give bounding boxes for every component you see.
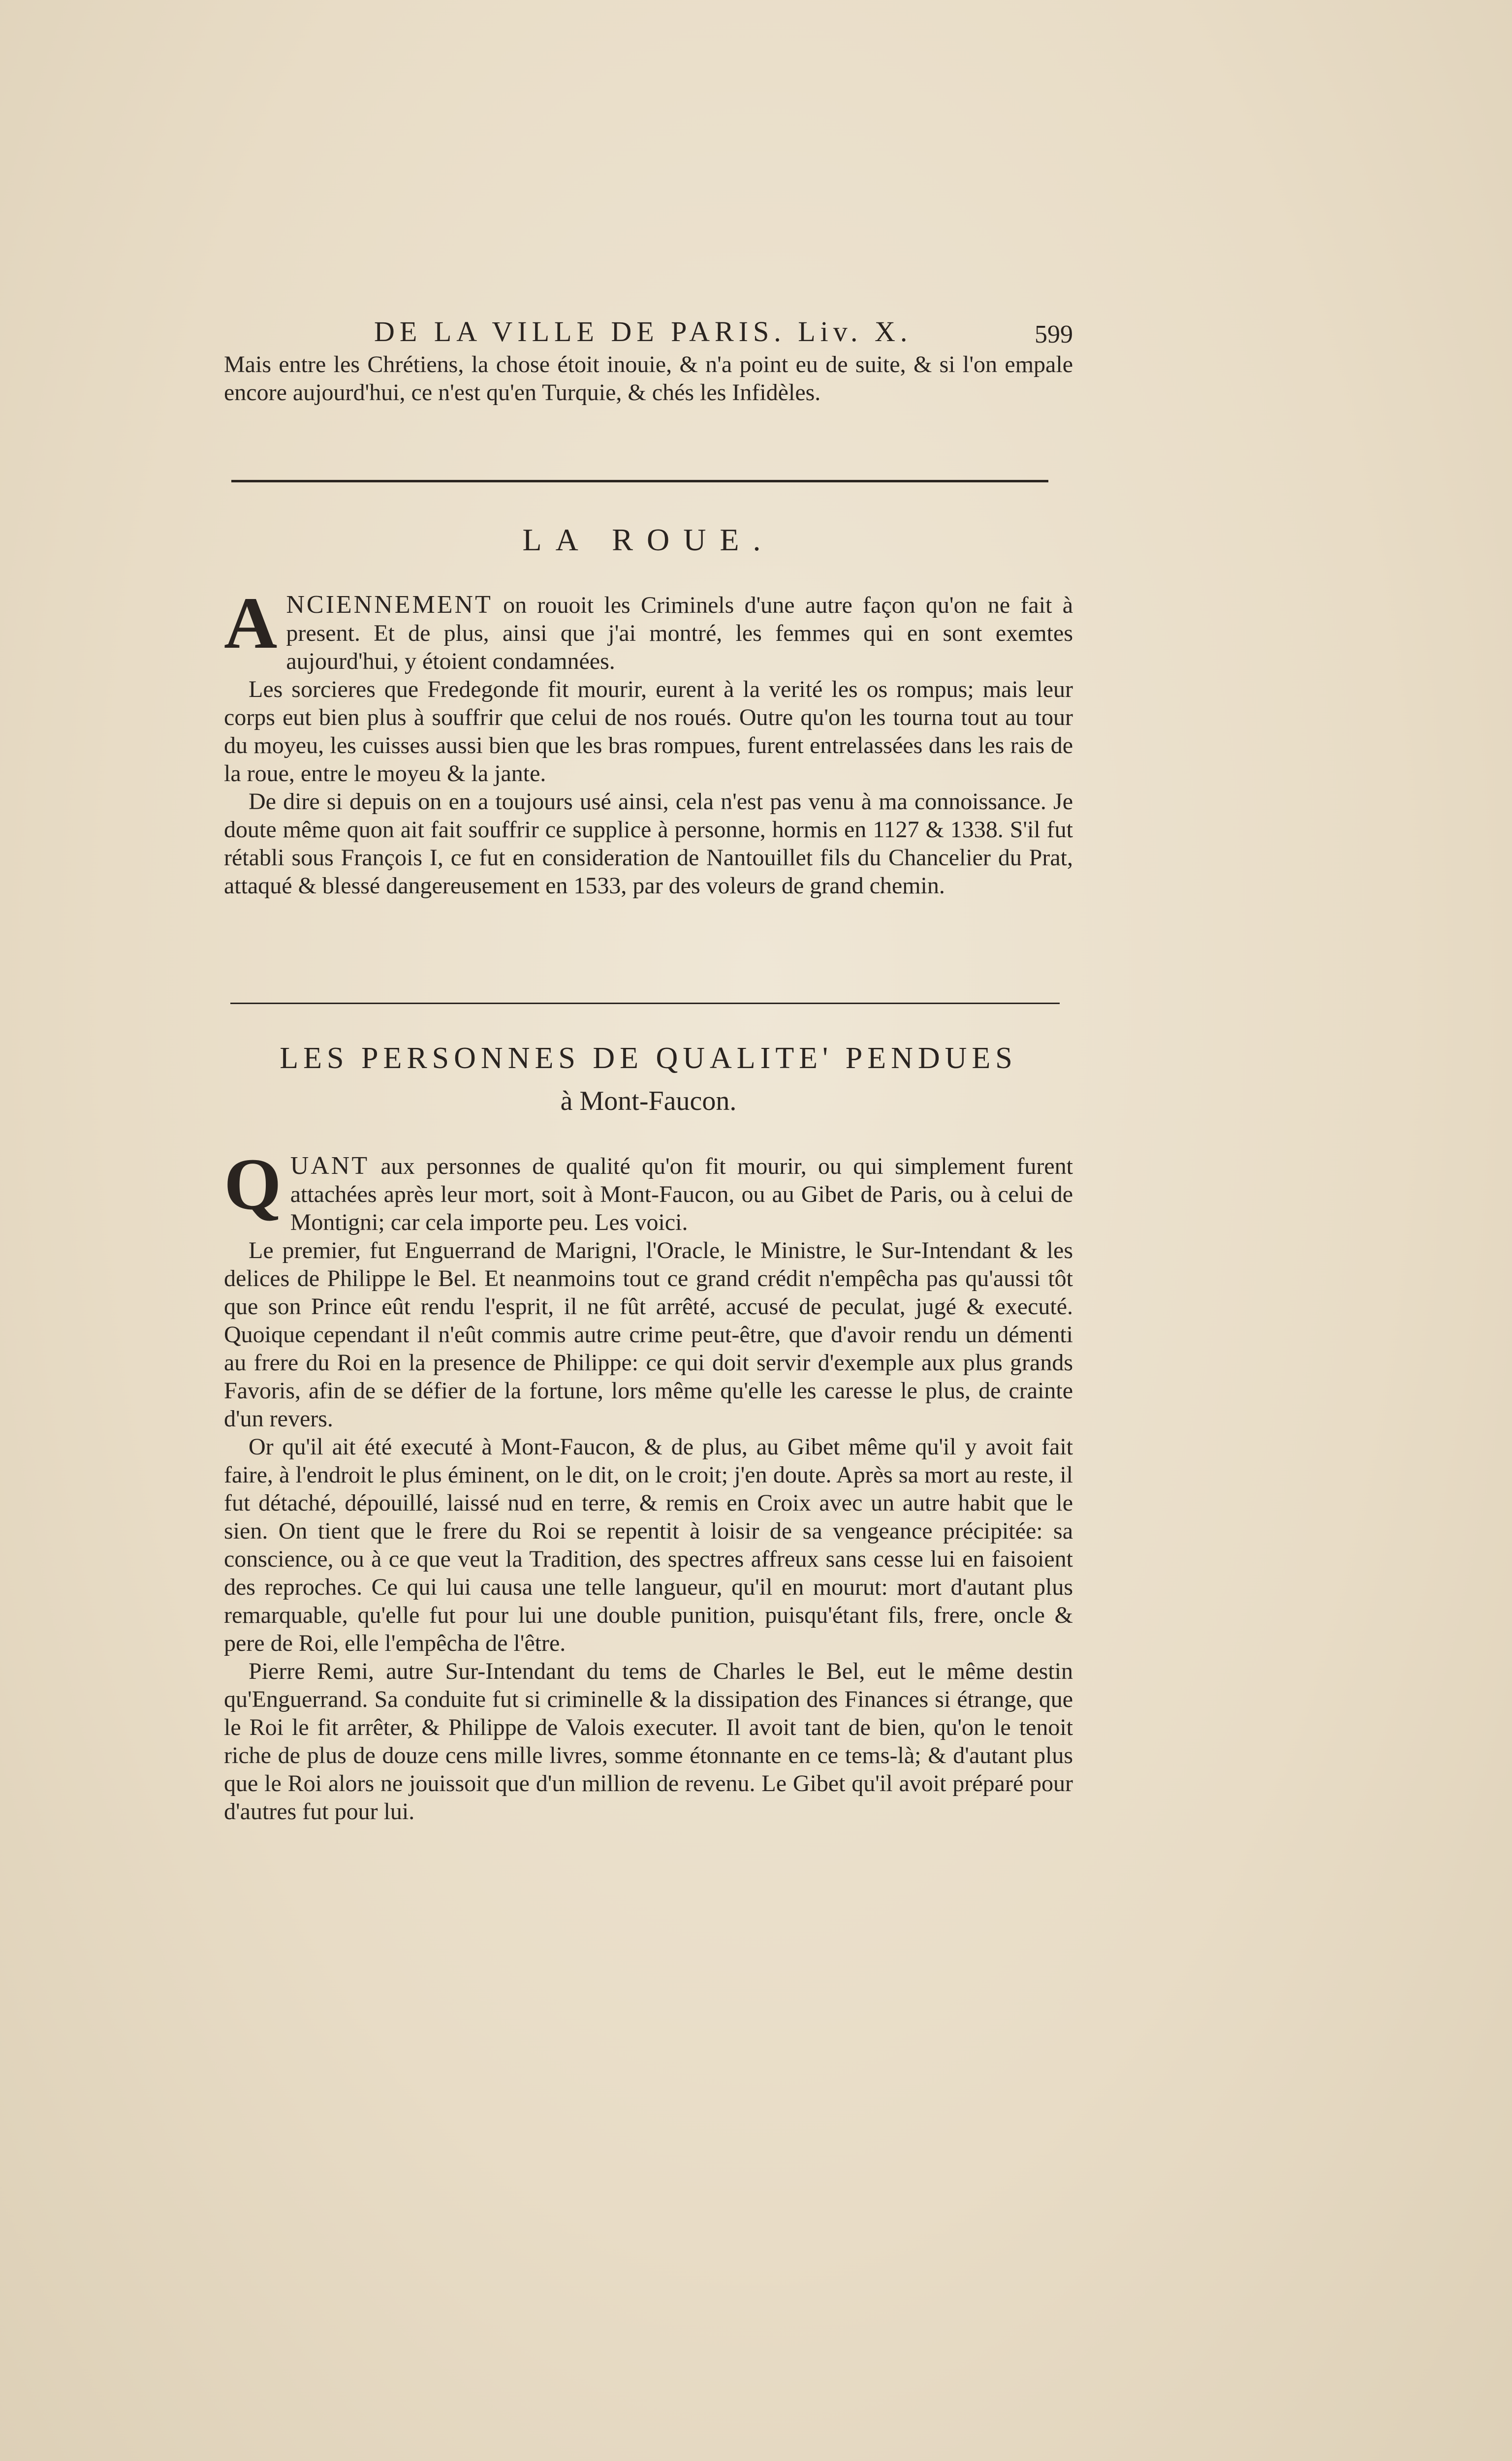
section-title-personnes: LES PERSONNES DE QUALITE' PENDUES	[280, 1041, 1017, 1075]
divider-rule	[231, 480, 1048, 482]
page-header	[224, 315, 1073, 349]
section-personnes	[224, 1143, 1073, 1826]
page-number: 599	[1035, 320, 1073, 348]
section-title-la-roue: LA ROUE.	[522, 522, 775, 557]
paragraph: Les sorcieres que Fredegonde fit mourir, eurent à la verité les os rompus; mais leur corps eut bien plus à souffrir que celui de nos roués. Outre qu'on les tourna tout au tour du moyeu, les cuisses aussi bien que les bras rompues, furent entrelassées dans les rais de la roue, entre le moyeu & la jante.	[224, 676, 1073, 787]
lead-caps: NCIENNEMENT	[286, 591, 493, 619]
drop-cap: Q	[224, 1143, 282, 1225]
intro-paragraph-block	[224, 350, 1073, 407]
paragraph-text: aux personnes de qualité qu'on fit mourir, ou qui simplement furent attachées après leur mort, soit à Mont-Faucon, ou au Gibet de Paris, ou à celui de Montigni; car cela importe peu. Les voici.	[290, 1153, 1073, 1235]
paragraph: Or qu'il ait été executé à Mont-Faucon, & de plus, au Gibet même qu'il y avoit fait faire, à l'endroit le plus éminent, on le dit, on le croit; j'en doute. Après sa mort au reste, il fut détaché, dépouillé, laissé nud en terre, & remis en Croix avec un autre habit que le sien. On tient que le frere du Roi se repentit à loisir de sa vengeance précipitée: sa conscience, ou à ce que veut la Tradition, des spectres affreux sans cesse lui en faisoient des reproches. Ce qui lui causa une telle langueur, qu'il en mourut: mort d'autant plus remarquable, qu'elle fut pour lui une double punition, puisqu'étant fils, frere, oncle & pere de Roi, elle l'empêcha de l'être.	[224, 1434, 1073, 1656]
paragraph	[224, 582, 1073, 675]
intro-paragraph: Mais entre les Chrétiens, la chose étoit inouie, & n'a point eu de suite, & si l'on empale encore aujourd'hui, ce n'est qu'en Turquie, & chés les Infidèles.	[224, 351, 1073, 406]
paragraph: Le premier, fut Enguerrand de Marigni, l'Oracle, le Ministre, le Sur-Intendant & les delices de Philippe le Bel. Et neanmoins tout ce grand crédit n'empêcha pas qu'aussi tôt que son Prince eût rendu l'esprit, il ne fût arrêté, accusé de peculat, jugé & executé. Quoique cependant il n'eût commis autre crime peut-être, que d'avoir rendu un démenti au frere du Roi en la presence de Philippe: ce qui doit servir d'exemple aux plus grands Favoris, afin de se défier de la fortune, lors même qu'elle les caresse le plus, de crainte d'un revers.	[224, 1237, 1073, 1432]
lead-caps: UANT	[290, 1152, 370, 1180]
section-la-roue	[224, 582, 1073, 900]
paragraph	[224, 1143, 1073, 1236]
drop-cap: A	[224, 582, 278, 664]
paragraph: Pierre Remi, autre Sur-Intendant du tems de Charles le Bel, eut le même destin qu'Enguerrand. Sa conduite fut si criminelle & la dissipation des Finances si étrange, que le Roi le fit arrêter, & Philippe de Valois executer. Il avoit tant de bien, qu'on le tenoit riche de plus de douze cens mille livres, somme étonnante en ce tems-là; & d'autant plus que le Roi alors ne jouissoit que d'un million de revenu. Le Gibet qu'il avoit préparé pour d'autres fut pour lui.	[224, 1658, 1073, 1825]
divider-rule	[230, 1003, 1060, 1004]
running-title: DE LA VILLE DE PARIS. Liv. X.	[374, 316, 913, 347]
paragraph: De dire si depuis on en a toujours usé ainsi, cela n'est pas venu à ma connoissance. Je doute même quon ait fait souffrir ce supplice à personne, hormis en 1127 & 1338. S'il fut rétabli sous François I, ce fut en consideration de Nantouillet fils du Chancelier du Prat, attaqué & blessé dangereusement en 1533, par des voleurs de grand chemin.	[224, 789, 1073, 899]
section-subtitle: à Mont-Faucon.	[560, 1086, 737, 1116]
paragraph-text: on rouoit les Criminels d'une autre façon qu'on ne fait à present. Et de plus, ainsi que j'ai montré, les femmes qui en sont exemtes aujourd'hui, y étoient condamnées.	[286, 592, 1073, 674]
